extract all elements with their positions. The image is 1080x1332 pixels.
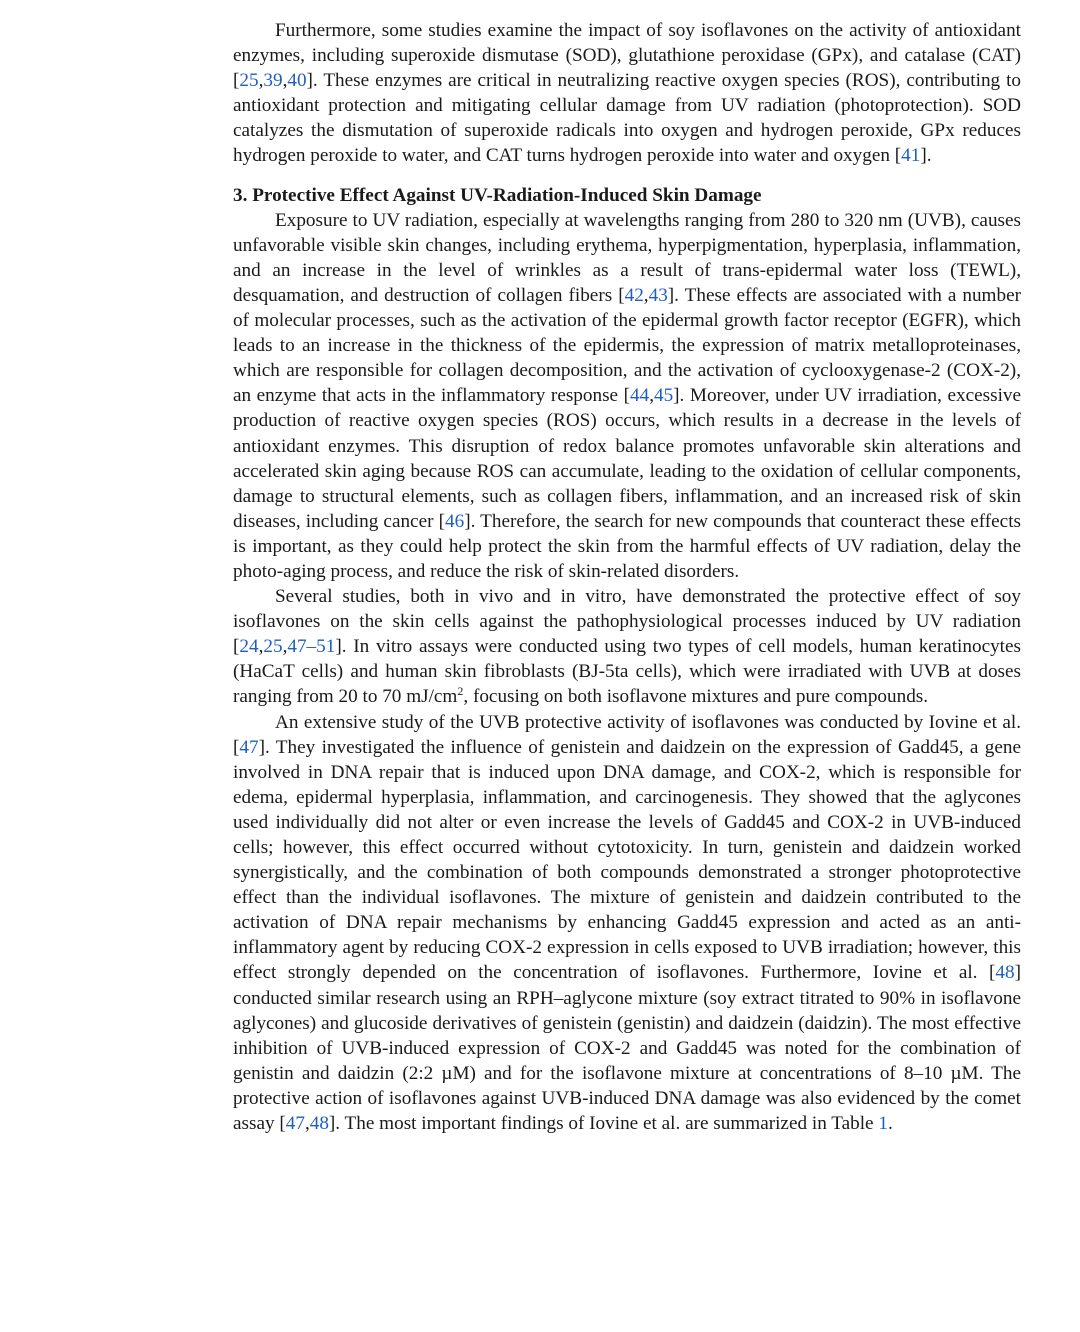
citation-link[interactable]: 47: [239, 736, 259, 758]
citation-link[interactable]: 25: [239, 70, 259, 92]
citation-link[interactable]: 45: [653, 385, 674, 407]
paragraph-in-vitro-studies: Several studies, both in vivo and in vitro, have demonstrated the protective effect of soy isoflavones on the skin cells against the pathophysiological processes induced by UV radiation [24,25,47–51]. In vitro assays were conducted using two types of cell models, human keratinocytes (HaCaT cells) and human skin fibroblasts (BJ-5ta cells), which were irradiated with UVB at doses ranging from 20 to 70 $mJ/cm^2$, focusing on both isoflavone mixtures and pure compounds.: [233, 586, 1021, 708]
paragraph-iovine-study: An extensive study of the UVB protective activity of isoflavones was conducted by Iovine et al. [47]. They investigated the influence of genistein and daidzein on the expression of Gadd45, a gene involved in DNA repair that is induced upon DNA damage, and COX-2, which is responsible for edema, epidermal hyperplasia, inflammation, and carcinogenesis. They showed that the aglycones used individually did not alter or even increase the levels of Gadd45 and COX-2 in UVB-induced cells; however, this effect occurred without cytotoxicity. In turn, genistein and daidzein worked synergistically, and the combination of both compounds demonstrated a stronger photoprotective effect than the individual isoflavones. The mixture of genistein and daidzein contributed to the activation of DNA repair mechanisms by enhancing Gadd45 expression and acted as an anti-inflammatory agent by reducing COX-2 expression in cells exposed to UVB irradiation; however, this effect strongly depended on the concentration of isoflavones. Furthermore, Iovine et al. [48] conducted similar research using an RPH–aglycone mixture (soy extract titrated to 90% in isoflavone aglycones) and glucoside derivatives of genistein (genistin) and daidzein (daidzin). The most effective inhibition of UVB-induced expression of COX-2 and Gadd45 was noted for the combination of genistin and daidzin (2:2 µM) and for the isoflavone mixture at concentrations of 8–10 µM. The protective action of isoflavones against UVB-induced DNA damage was also evidenced by the comet assay [47,48]. The most important findings of Iovine et al. are summarized in Table 1.: [233, 711, 1021, 1135]
citation-link[interactable]: 46: [445, 510, 465, 532]
citation-link[interactable]: 43: [648, 284, 668, 306]
citation-link[interactable]: 1: [878, 1113, 888, 1135]
citation-link[interactable]: 48: [995, 962, 1015, 984]
article-page: [233, 18, 1021, 1136]
citation-link[interactable]: 39: [263, 70, 283, 92]
section-heading: 3. Protective Effect Against UV-Radiation-Induced Skin Damage: [233, 184, 762, 206]
citation-link[interactable]: 24: [239, 636, 259, 658]
paragraph-uv-exposure: Exposure to UV radiation, especially at wavelengths ranging from 280 to 320 nm (UVB), causes unfavorable visible skin changes, including erythema, hyperpigmentation, hyperplasia, inflammation, and an increase in the level of wrinkles as a result of trans-epidermal water loss (TEWL), desquamation, and destruction of collagen fibers [42,43]. These effects are associated with a number of molecular processes, such as the activation of the epidermal growth factor receptor (EGFR), which leads to an increase in the thickness of the epidermis, the expression of matrix metalloproteinases, which are responsible for collagen decomposition, and the activation of cyclooxygenase-2 (COX-2), an enzyme that acts in the inflammatory response [44,45]. Moreover, under UV irradiation, excessive production of reactive oxygen species (ROS) occurs, which results in a decrease in the levels of antioxidant enzymes. This disruption of redox balance promotes unfavorable skin alterations and accelerated skin aging because ROS can accumulate, leading to the oxidation of cellular components, damage to structural elements, such as collagen fibers, inflammation, and an increased risk of skin diseases, including cancer [46]. Therefore, the search for new compounds that counteract these effects is important, as they could help protect the skin from the harmful effects of UV radiation, delay the photo-aging process, and reduce the risk of skin-related disorders.: [233, 209, 1022, 582]
citation-link[interactable]: 47–51: [287, 636, 336, 658]
citation-link[interactable]: 42: [624, 284, 644, 306]
citation-link[interactable]: 44: [630, 385, 650, 407]
superscript: 2: [457, 684, 464, 699]
citation-link[interactable]: 48: [309, 1113, 329, 1135]
citation-link[interactable]: 47: [285, 1113, 305, 1135]
paragraph-antioxidant-enzymes: Furthermore, some studies examine the impact of soy isoflavones on the activity of antioxidant enzymes, including superoxide dismutase (SOD), glutathione peroxidase (GPx), and catalase (CAT) [25,39,40]. These enzymes are critical in neutralizing reactive oxygen species (ROS), contributing to antioxidant protection and mitigating cellular damage from UV radiation (photoprotection). SOD catalyzes the dismutation of superoxide radicals into oxygen and hydrogen peroxide, GPx reduces hydrogen peroxide to water, and CAT turns hydrogen peroxide into water and oxygen [41].: [233, 20, 1021, 167]
citation-link[interactable]: 41: [901, 145, 921, 167]
citation-link[interactable]: 40: [287, 70, 307, 92]
citation-link[interactable]: 25: [263, 636, 283, 658]
